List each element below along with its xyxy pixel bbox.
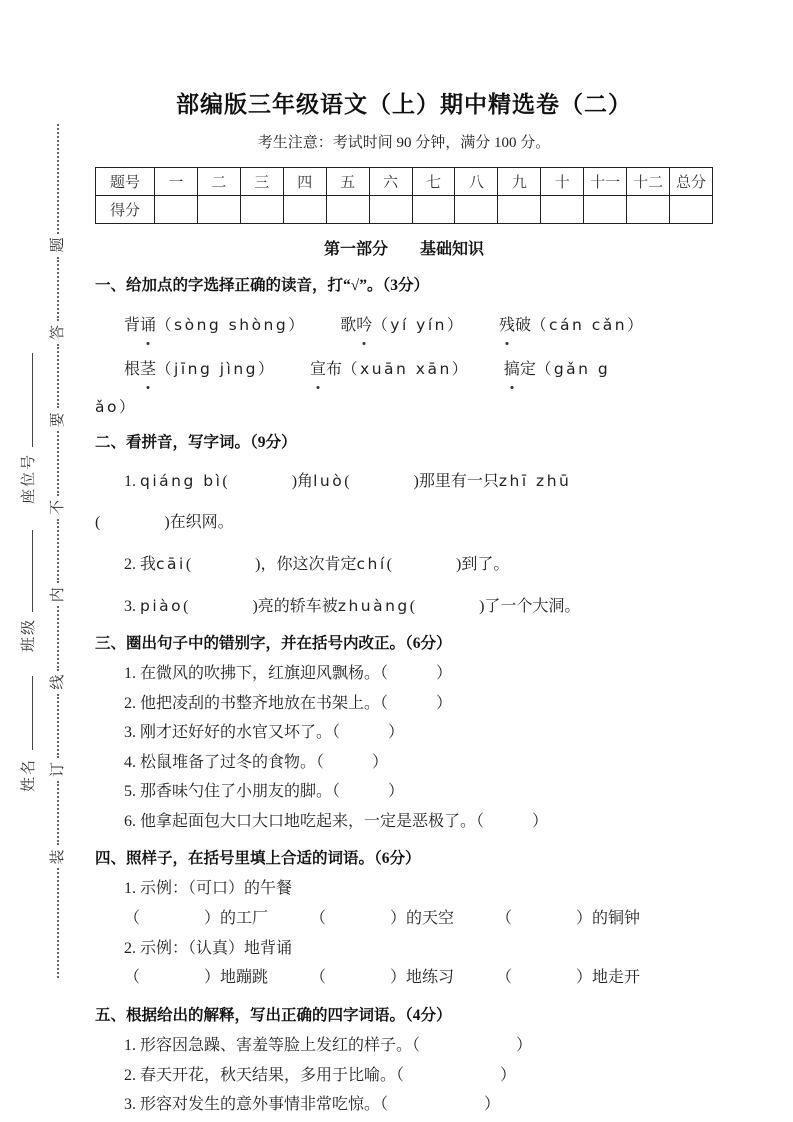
answer-blank: ( )那里有一只 bbox=[344, 473, 499, 490]
q1-word bbox=[310, 354, 470, 385]
score-table-header-row bbox=[96, 168, 713, 196]
score-table-col: 八 bbox=[455, 168, 498, 196]
score-cell bbox=[498, 196, 541, 224]
q1-word bbox=[124, 310, 306, 341]
pinyin-options: （cán cǎn） bbox=[531, 316, 646, 334]
score-cell bbox=[412, 196, 455, 224]
q2-item-1-wrap bbox=[95, 509, 713, 537]
student-info-fields bbox=[13, 314, 41, 792]
binding-dotted-segment bbox=[57, 344, 59, 408]
part1-heading: 第一部分 基础知识 bbox=[323, 241, 484, 258]
q1-row2 bbox=[95, 354, 713, 385]
score-table-col: 三 bbox=[240, 168, 283, 196]
word-char: 歌 bbox=[340, 317, 357, 334]
word-char: 根 bbox=[124, 361, 141, 378]
score-cell bbox=[541, 196, 584, 224]
score-table-col: 七 bbox=[412, 168, 455, 196]
q4-example-1: 1. 示例：（可口）的午餐 bbox=[124, 880, 293, 897]
score-cell bbox=[326, 196, 369, 224]
binding-char: 内 bbox=[49, 587, 66, 603]
pinyin-prompt: qiáng bì bbox=[140, 472, 223, 490]
pinyin-prompt: chí bbox=[356, 555, 387, 573]
score-table-col: 二 bbox=[197, 168, 240, 196]
binding-char: 题 bbox=[49, 237, 66, 253]
q5-item: 2. 春天开花，秋天结果，多用于比喻。（ ） bbox=[124, 1066, 517, 1084]
word-char: 破 bbox=[515, 317, 532, 334]
binding-char: 要 bbox=[49, 412, 66, 428]
exam-body bbox=[95, 88, 713, 1120]
score-cell bbox=[455, 196, 498, 224]
q3-item: 2. 他把凌刮的书整齐地放在书架上。（ ） bbox=[124, 694, 453, 712]
q5-heading: 五、根据给出的解释，写出正确的四字词语。（4分） bbox=[95, 1007, 452, 1024]
item-number: 1. bbox=[124, 473, 140, 490]
q2-item-1 bbox=[95, 467, 713, 496]
q1-word bbox=[499, 310, 645, 341]
q3-item: 3. 刚才还好好的水官又坏了。（ ） bbox=[124, 724, 405, 741]
binding-dotted-segment bbox=[57, 606, 59, 670]
score-table bbox=[95, 167, 713, 224]
dotted-char: 宣 bbox=[310, 355, 326, 385]
exam-notice: 考生注意：考试时间 90 分钟，满分 100 分。 bbox=[257, 135, 551, 151]
dotted-char: 诵 bbox=[140, 311, 156, 341]
word-char: 布 bbox=[326, 361, 343, 378]
item-number: 3. bbox=[124, 598, 140, 615]
class-field-label: 班级 bbox=[20, 617, 37, 652]
pinyin-options: （gǎn g bbox=[535, 360, 611, 378]
score-table-col: 五 bbox=[326, 168, 369, 196]
q5-item: 1. 形容因急躁、害羞等脸上发红的样子。（ ） bbox=[124, 1037, 533, 1054]
pinyin-prompt: cāi bbox=[156, 555, 186, 573]
score-cell bbox=[240, 196, 283, 224]
q3-item: 6. 他拿起面包大口大口地吃起来，一定是恶极了。（ ） bbox=[124, 812, 549, 830]
q3-item: 1. 在微风的吹拂下，红旗迎风飘杨。（ ） bbox=[124, 665, 453, 682]
dotted-char: 茎 bbox=[140, 355, 156, 385]
binding-char: 线 bbox=[49, 674, 66, 690]
pinyin-prompt: piào bbox=[140, 597, 184, 615]
binding-dotted-segment bbox=[57, 519, 59, 583]
answer-blank: ( )角 bbox=[222, 473, 314, 490]
binding-dotted-segment bbox=[57, 431, 59, 495]
q4-row-2 bbox=[95, 963, 713, 993]
q5-item: 3. 形容对发生的意外事情非常吃惊。（ ） bbox=[124, 1096, 501, 1113]
score-table-col: 六 bbox=[369, 168, 412, 196]
pinyin-prompt: luò bbox=[313, 472, 345, 490]
binding-char: 装 bbox=[49, 849, 66, 865]
answer-blank: ( )亮的轿车被 bbox=[183, 598, 338, 615]
q1-word bbox=[340, 310, 465, 341]
q4-blank-phrase: （ ）地走开 bbox=[496, 969, 641, 986]
q2-item-2 bbox=[95, 550, 713, 579]
q4-blank-phrase: （ ）地练习 bbox=[310, 969, 455, 986]
q4-example-2: 2. 示例：（认真）地背诵 bbox=[124, 939, 293, 957]
pinyin-options: （sòng shòng） bbox=[156, 316, 307, 334]
q4-blank-phrase: （ ）的工厂 bbox=[124, 909, 269, 927]
binding-dotted-segment bbox=[57, 124, 59, 234]
word-char: 背 bbox=[124, 317, 141, 334]
item-number: 2. 我 bbox=[124, 556, 157, 573]
score-table-col: 十二 bbox=[627, 168, 670, 196]
seat-number-field-label: 座位号 bbox=[20, 452, 37, 504]
binding-dotted-segment bbox=[57, 257, 59, 321]
q3-heading: 三、圈出句子中的错别字，并在括号内改正。（6分） bbox=[95, 635, 452, 652]
score-cell bbox=[283, 196, 326, 224]
score-cell bbox=[584, 196, 627, 224]
dotted-char: 搞 bbox=[504, 355, 520, 385]
q2-heading: 二、看拼音，写字词。（9分） bbox=[95, 434, 297, 451]
binding-char: 不 bbox=[49, 499, 66, 515]
q3-item: 5. 那香味勺住了小朋友的脚。（ ） bbox=[124, 783, 405, 800]
answer-blank: ( )在织网。 bbox=[95, 514, 234, 531]
score-table-col: 十 bbox=[541, 168, 584, 196]
binding-dotted-segment bbox=[57, 869, 59, 979]
q4-blank-phrase: （ ）的铜钟 bbox=[496, 909, 641, 927]
q4-heading: 四、照样子，在括号里填上合适的词语。（6分） bbox=[95, 850, 421, 867]
score-row-label: 得分 bbox=[96, 196, 155, 224]
score-cell bbox=[627, 196, 670, 224]
q1-row1 bbox=[95, 310, 713, 341]
answer-blank: ( )，你这次肯定 bbox=[185, 556, 357, 573]
q2-item-3 bbox=[95, 592, 713, 621]
pinyin-options: （yí yín） bbox=[372, 316, 465, 334]
score-table-corner: 题号 bbox=[96, 168, 155, 196]
pinyin-options: （jīng jìng） bbox=[156, 360, 277, 378]
pinyin-options: （xuān xān） bbox=[342, 360, 470, 378]
q3-item: 4. 松鼠堆备了过冬的食物。（ ） bbox=[124, 753, 389, 771]
answer-blank: ( )到了。 bbox=[386, 556, 510, 573]
name-field-line bbox=[32, 676, 33, 750]
answer-blank: ( )了一个大洞。 bbox=[409, 598, 581, 615]
score-table-col: 九 bbox=[498, 168, 541, 196]
binding-line bbox=[46, 120, 70, 982]
exam-title: 部编版三年级语文（上）期中精选卷（二） bbox=[176, 92, 632, 117]
binding-char: 答 bbox=[49, 324, 66, 340]
q1-word bbox=[504, 354, 610, 385]
name-field-label: 姓名 bbox=[20, 757, 37, 792]
pinyin-prompt: zhuàng bbox=[337, 597, 410, 615]
word-char: 定 bbox=[519, 361, 536, 378]
score-cell bbox=[670, 196, 713, 224]
seat-number-field-line bbox=[32, 353, 33, 447]
q4-blank-phrase: （ ）的天空 bbox=[310, 909, 455, 927]
score-table-col: 十一 bbox=[584, 168, 627, 196]
binding-char: 订 bbox=[49, 762, 66, 778]
score-cell bbox=[155, 196, 198, 224]
q4-row-1 bbox=[95, 904, 713, 934]
dotted-char: 吟 bbox=[356, 311, 372, 341]
score-table-col: 四 bbox=[283, 168, 326, 196]
binding-dotted-segment bbox=[57, 781, 59, 845]
q1-word bbox=[124, 354, 276, 385]
pinyin-prompt: zhī zhū bbox=[498, 472, 572, 490]
q1-heading: 一、给加点的字选择正确的读音，打“√”。（3分） bbox=[95, 277, 430, 294]
q4-blank-phrase: （ ）地蹦跳 bbox=[124, 969, 269, 986]
class-field-line bbox=[32, 530, 33, 612]
score-table-col: 一 bbox=[155, 168, 198, 196]
score-table-col: 总分 bbox=[670, 168, 713, 196]
score-cell bbox=[197, 196, 240, 224]
dotted-char: 残 bbox=[499, 311, 515, 341]
q1-wrap-tail: ǎo） bbox=[95, 398, 137, 416]
score-cell bbox=[369, 196, 412, 224]
binding-dotted-segment bbox=[57, 694, 59, 758]
score-table-score-row bbox=[96, 196, 713, 224]
